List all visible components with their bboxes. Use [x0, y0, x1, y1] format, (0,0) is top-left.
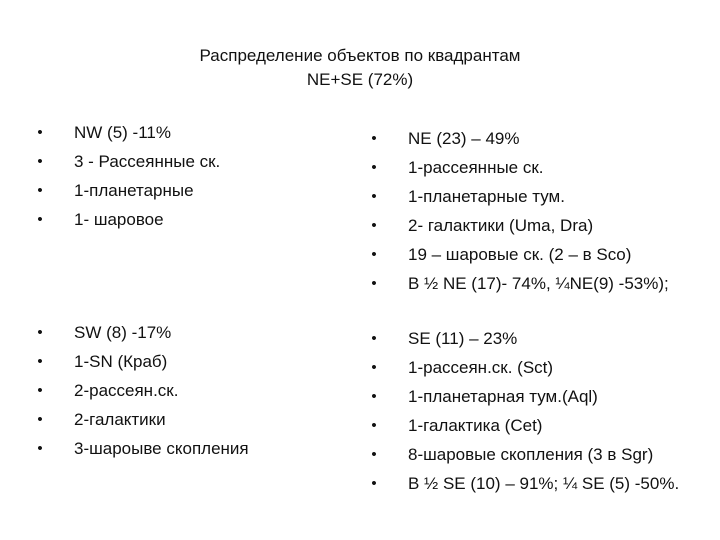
bullet-icon: •	[37, 440, 43, 457]
bullet-icon: •	[371, 417, 377, 434]
bullet-icon: •	[371, 446, 377, 463]
list-item-text: 1-рассеянные ск.	[408, 158, 544, 177]
list-item	[34, 434, 249, 463]
list-item	[368, 353, 679, 382]
list-item-text: 1-SN (Краб)	[74, 352, 168, 371]
list-item-text: 2-рассеян.ск.	[74, 381, 179, 400]
list-item	[368, 324, 679, 353]
list-item	[368, 469, 679, 498]
bullet-icon: •	[371, 475, 377, 492]
bullet-icon: •	[371, 275, 377, 292]
list-item	[368, 124, 669, 153]
list-item	[368, 182, 669, 211]
bullet-icon: •	[37, 411, 43, 428]
list-item-text: SE (11) – 23%	[408, 329, 518, 348]
list-item	[34, 176, 220, 205]
bullet-icon: •	[37, 324, 43, 341]
slide-title-line-2: NE+SE (72%)	[306, 70, 414, 89]
list-item	[368, 211, 669, 240]
list-item	[34, 405, 249, 434]
bullet-icon: •	[37, 153, 43, 170]
bullet-icon: •	[371, 130, 377, 147]
bullet-icon: •	[371, 159, 377, 176]
list-item	[34, 318, 249, 347]
bullet-icon: •	[37, 182, 43, 199]
nw-quadrant-list	[34, 118, 220, 234]
ne-quadrant-list	[368, 124, 669, 298]
list-item-text: 3 - Рассеянные ск.	[74, 152, 221, 171]
list-item	[34, 347, 249, 376]
bullet-icon: •	[371, 388, 377, 405]
list-item-text: 1-планетарные	[74, 181, 194, 200]
list-item	[34, 376, 249, 405]
bullet-icon: •	[37, 353, 43, 370]
slide-title	[0, 44, 720, 92]
list-item	[34, 147, 220, 176]
list-item-text: 3-шароыве скопления	[74, 439, 249, 458]
list-item	[368, 153, 669, 182]
bullet-icon: •	[37, 382, 43, 399]
list-item-text: 1-рассеян.ск. (Sct)	[408, 358, 554, 377]
sw-quadrant-list	[34, 318, 249, 463]
list-item	[368, 240, 669, 269]
list-item	[34, 205, 220, 234]
list-item-text: NW (5) -11%	[74, 123, 171, 142]
list-item-text: 8-шаровые скопления (3 в Sgr)	[408, 445, 654, 464]
list-item-text: 1-планетарные тум.	[408, 187, 565, 206]
se-quadrant-list	[368, 324, 679, 498]
list-item-text: В ½ SE (10) – 91%; ¼ SE (5) -50%.	[408, 474, 680, 493]
list-item	[368, 269, 669, 298]
list-item-text: NE (23) – 49%	[408, 129, 520, 148]
list-item	[368, 440, 679, 469]
list-item-text: 19 – шаровые ск. (2 – в Sco)	[408, 245, 632, 264]
bullet-icon: •	[371, 246, 377, 263]
bullet-icon: •	[37, 211, 43, 228]
list-item-text: 1- шаровое	[74, 210, 164, 229]
list-item-text: 1-планетарная тум.(Aql)	[408, 387, 598, 406]
bullet-icon: •	[371, 188, 377, 205]
slide-title-line-1: Распределение объектов по квадрантам	[199, 46, 521, 65]
list-item-text: В ½ NE (17)- 74%, ¼NE(9) -53%);	[408, 274, 669, 293]
bullet-icon: •	[37, 124, 43, 141]
bullet-icon: •	[371, 359, 377, 376]
list-item-text: 2-галактики	[74, 410, 166, 429]
list-item	[368, 411, 679, 440]
bullet-icon: •	[371, 217, 377, 234]
list-item	[34, 118, 220, 147]
list-item-text: SW (8) -17%	[74, 323, 172, 342]
list-item-text: 1-галактика (Cet)	[408, 416, 543, 435]
bullet-icon: •	[371, 330, 377, 347]
list-item-text: 2- галактики (Uma, Dra)	[408, 216, 594, 235]
list-item	[368, 382, 679, 411]
